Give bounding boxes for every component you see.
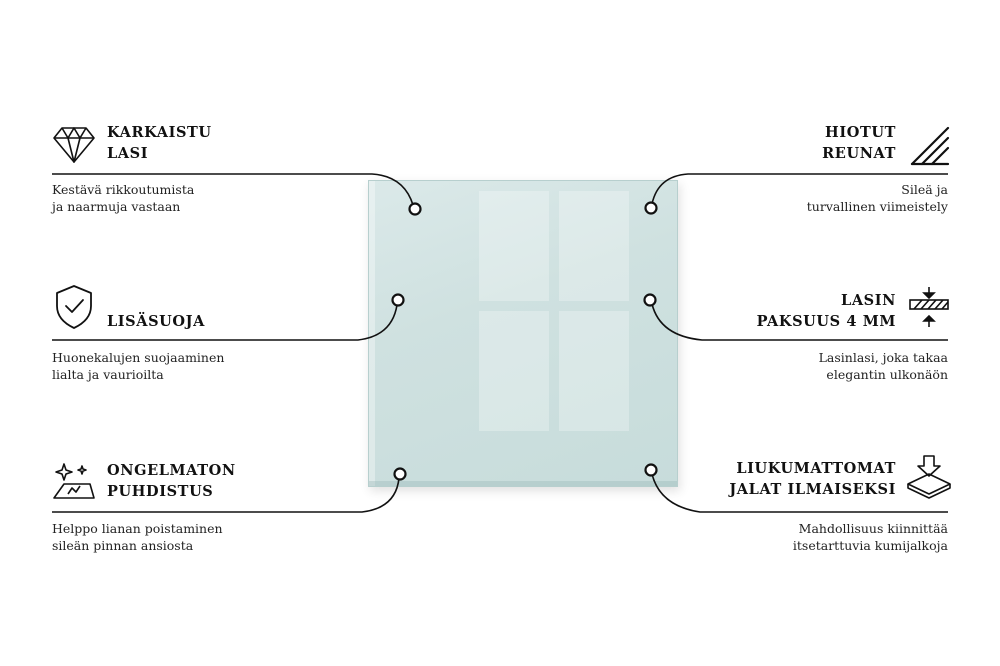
feature-edges-description [807,181,948,215]
feature-title: LIUKUMATTOMAT JALAT ILMAISEKSI [729,460,896,498]
thickness-icon [908,285,950,333]
connector-dot [410,204,421,215]
feature-feet [729,458,896,500]
feature-title: LASIN PAKSUUS 4 MM [756,292,896,330]
feature-thickness [757,290,896,332]
feature-desc: Helppo lianan poistaminen sileän pinnan ansiosta [52,521,223,553]
feature-title: KARKAISTU LASI [107,124,212,162]
diamond-icon [52,126,96,168]
feature-title: LISÄSUOJA [107,313,205,330]
feature-title: ONGELMATON PUHDISTUS [107,462,236,500]
feature-desc: Mahdollisuus kiinnittää itsetarttuvia kumijalkoja [792,521,948,553]
feature-protection [107,311,205,332]
feature-edges [822,122,896,164]
connector-dot [393,295,404,306]
feature-title: HIOTUT REUNAT [822,124,896,162]
connector-dot [645,295,656,306]
sparkle-surface-icon [52,462,96,506]
feature-desc: Kestävä rikkoutumista ja naarmuja vastaan [52,182,195,214]
feature-desc: Sileä ja turvallinen viimeistely [806,182,948,214]
connector-dot [646,203,657,214]
shield-check-icon [54,284,94,334]
feature-tempered-description [52,181,194,215]
feature-protection-description [52,349,224,383]
feature-cleaning-description [52,520,223,554]
anti-slip-feet-icon [906,454,952,504]
connector-dot [395,469,406,480]
feature-feet-description [793,520,948,554]
feature-thickness-description [819,349,948,383]
feature-desc: Lasinlasi, joka takaa elegantin ulkonäön [818,350,948,382]
connector-line-protection [52,305,397,340]
feature-desc: Huonekalujen suojaaminen lialta ja vaurioilta [52,350,225,382]
polished-edge-icon [908,124,950,170]
feature-cleaning [107,460,236,502]
connector-dot [646,465,657,476]
feature-tempered [107,122,212,164]
